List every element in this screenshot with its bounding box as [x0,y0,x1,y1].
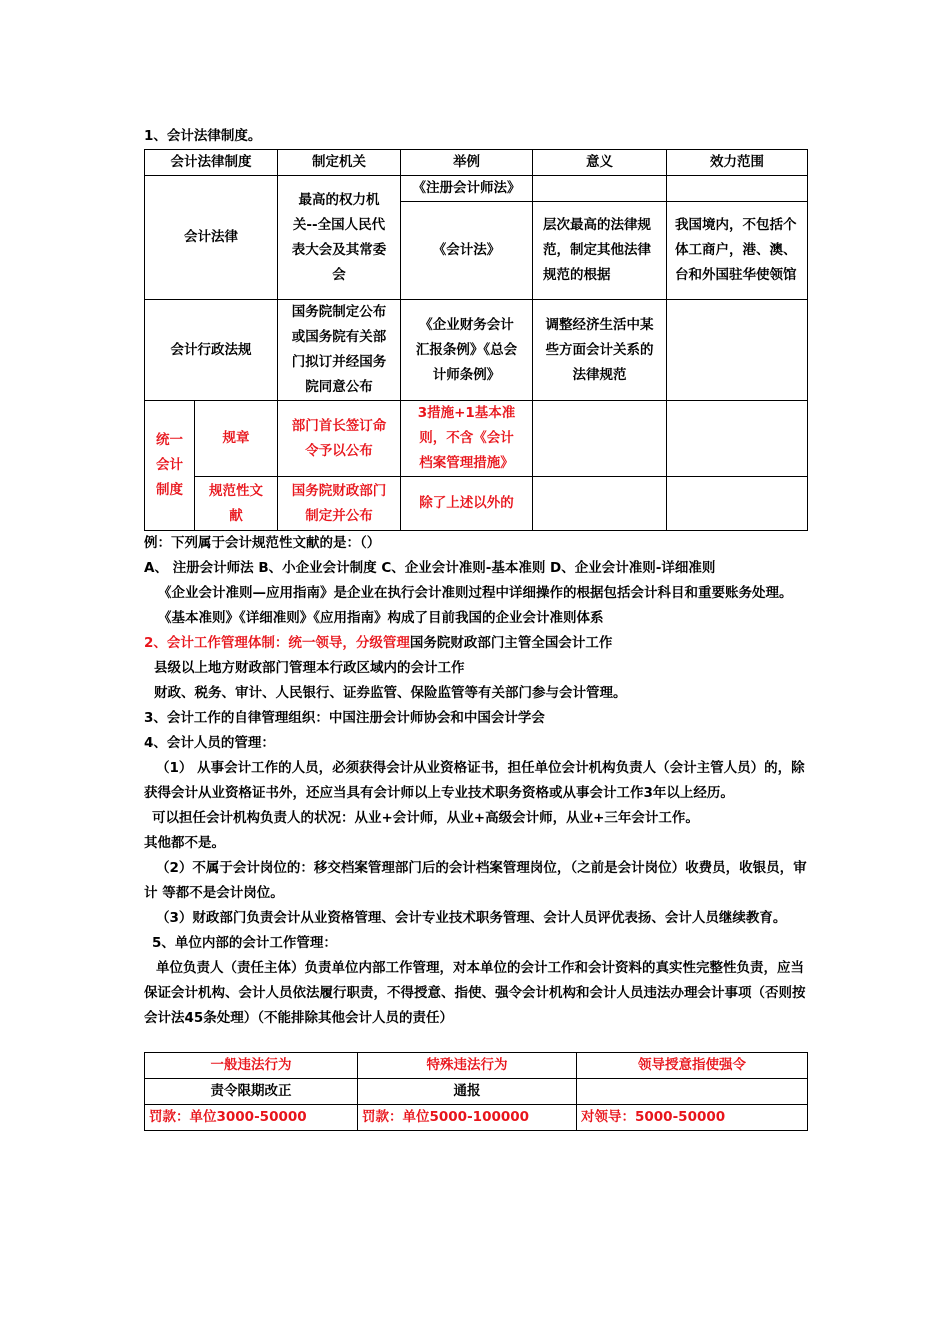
section-4-para-3: （3）财政部门负责会计从业资格管理、会计专业技术职务管理、会计人员评优表扬、会计人员继续教育。 [156,910,787,926]
section-4-para-1: （1） 从事会计工作的人员，必须获得会计从业资格证书，担任单位会计机构负责人（会计主管人员）的，除获得会计从业资格证书外，还应当具有会计师以上专业技术职务资格或从事会计工作3年以上经历。 [144,760,805,801]
cell-fine-special: 罚款：单位5000-100000 [358,1105,577,1131]
section-1-title: 1、会计法律制度。 [144,128,262,144]
doc-example: 除了上述以外的 [401,477,533,531]
example-question: 例：下列属于会计规范性文献的是：（） [144,535,381,551]
section-4-title: 4、会计人员的管理： [144,735,275,751]
rule-org: 部门首长签订命令予以公布 [278,401,401,477]
law-example-2: 《会计法》 [401,202,533,300]
section-2-rest: 国务院财政部门主管全国会计工作 [409,635,613,651]
law-org: 最高的权力机关--全国人民代表大会及其常委会 [278,176,401,300]
cell-empty [577,1079,808,1105]
law-scope-top [667,176,808,202]
section-4-para-1b: 可以担任会计机构负责人的状况：从业+会计师，从业+高级会计师，从业+三年会计工作。 [152,810,699,826]
law-meaning: 层次最高的法律规范，制定其他法律规范的根据 [533,202,667,300]
note-application-guide: 《企业会计准则—应用指南》是企业在执行会计准则过程中详细操作的根据包括会计科目和重要账务处理。 [158,585,793,601]
cell-fine-leader: 对领导：5000-50000 [577,1105,808,1131]
doc-name: 规范性文献 [195,477,278,531]
legal-system-table [144,149,808,531]
table-row [145,1105,808,1131]
table-row [145,401,808,477]
law-name: 会计法律 [145,176,278,300]
header-system: 会计法律制度 [145,150,278,176]
cell-correct-order: 责令限期改正 [145,1079,358,1105]
header-example: 举例 [401,150,533,176]
note-standards-system: 《基本准则》《详细准则》《应用指南》构成了目前我国的企业会计准则体系 [158,610,604,626]
section-5-para: 单位负责人（责任主体）负责单位内部工作管理，对本单位的会计工作和会计资料的真实性完整性负责，应当保证会计机构、会计人员依法履行职责，不得授意、指使、强令会计机构和会计人员违法办理会计事项（否则按会计法45条处理）（不能排除其他会计人员的责任） [144,960,806,1026]
cell-fine-general: 罚款：单位3000-50000 [145,1105,358,1131]
doc-meaning [533,477,667,531]
header-leader-instruction: 领导授意指使强令 [577,1053,808,1079]
rule-name: 规章 [195,401,278,477]
cell-notice: 通报 [358,1079,577,1105]
section-2-highlight: 2、会计工作管理体制：统一领导，分级管理 [144,635,410,651]
table-row [145,477,808,531]
section-2-title [144,631,808,656]
admin-org: 国务院制定公布或国务院有关部门拟订并经国务院同意公布 [278,300,401,401]
doc-org: 国务院财政部门制定并公布 [278,477,401,531]
example-options: A、 注册会计师法 B、小企业会计制度 C、企业会计准则-基本准则 D、企业会计准则-详细准则 [144,560,716,576]
table-header-row [145,150,808,176]
section-4-para-1c: 其他都不是。 [144,835,225,851]
law-meaning-top [533,176,667,202]
section-5-title: 5、单位内部的会计工作管理： [152,935,337,951]
section-4-para-2: （2）不属于会计岗位的：移交档案管理部门后的会计档案管理岗位，（之前是会计岗位）收费员，收银员，审计 等都不是会计岗位。 [144,860,807,901]
header-org: 制定机关 [278,150,401,176]
rule-example: 3措施+1基本准则，不含《会计档案管理措施》 [401,401,533,477]
admin-meaning: 调整经济生活中某些方面会计关系的法律规范 [533,300,667,401]
table-row [145,176,808,202]
section-2-line-3: 财政、税务、审计、人民银行、证券监管、保险监管等有关部门参与会计管理。 [154,685,627,701]
header-general-violation: 一般违法行为 [145,1053,358,1079]
law-example-1: 《注册会计师法》 [401,176,533,202]
document-page [144,124,808,1131]
header-meaning: 意义 [533,150,667,176]
table-row [145,300,808,401]
section-3: 3、会计工作的自律管理组织：中国注册会计师协会和中国会计学会 [144,710,545,726]
header-scope: 效力范围 [667,150,808,176]
rule-scope [667,401,808,477]
law-scope: 我国境内，不包括个体工商户，港、澳、台和外国驻华使领馆 [667,202,808,300]
admin-example: 《企业财务会计汇报条例》《总会计师条例》 [401,300,533,401]
doc-scope [667,477,808,531]
section-2-line-2: 县级以上地方财政部门管理本行政区域内的会计工作 [154,660,465,676]
table-row [145,1079,808,1105]
penalty-header-row [145,1053,808,1079]
admin-name: 会计行政法规 [145,300,278,401]
header-special-violation: 特殊违法行为 [358,1053,577,1079]
unified-system-name: 统一会计制度 [145,401,195,531]
penalty-table [144,1052,808,1131]
admin-scope [667,300,808,401]
rule-meaning [533,401,667,477]
